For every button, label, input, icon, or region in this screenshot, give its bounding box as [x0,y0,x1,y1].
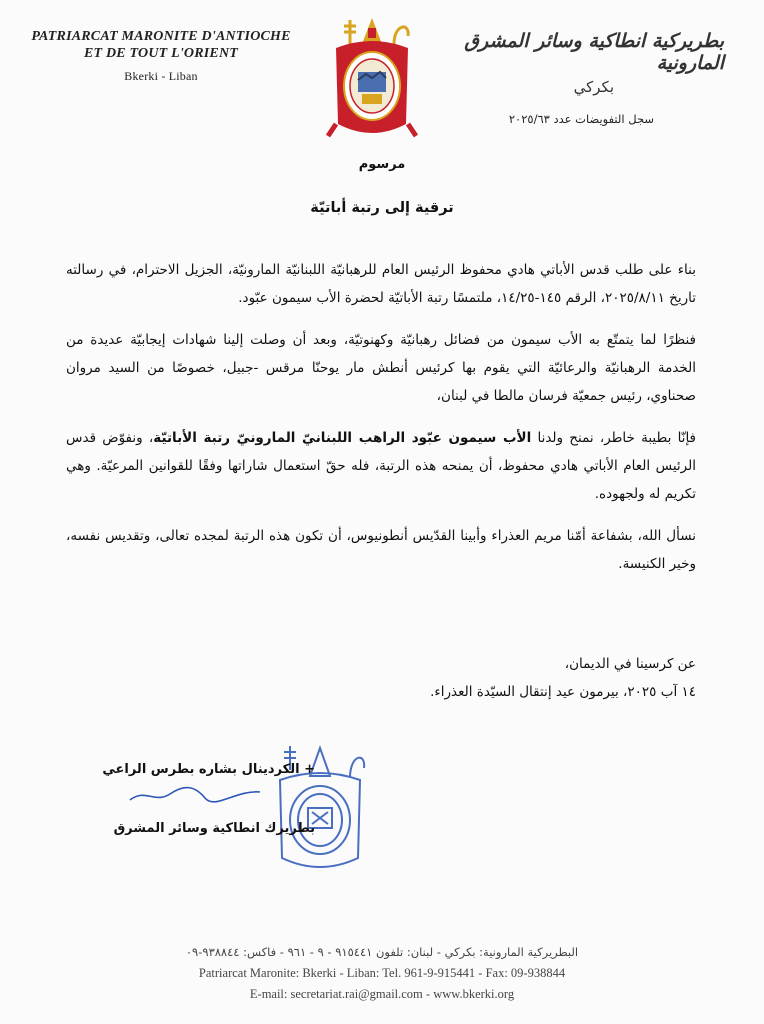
letterhead-french [26,28,296,85]
footer-arabic-contact: البطريركية المارونية: بكركي - لبنان: تلفون ٩١٥٤٤١ - ٩ - ٩٦١ - فاكس: ٩٣٨٨٤٤-٠٩ [185,945,579,959]
closing-block [66,650,696,706]
paragraph-merits: فنظرًا لما يتمتّع به الأب سيمون من فضائل رهبانيّة وكهنوتيّة، وبعد أن وصلت إلينا شهادات إيجابيّة عديدة من الخدمة الرهبانيّة والرعائيّة التي يقوم بها كرئيس أنطش مار يوحنّا مرقس -جبيل، خصوصًا من السيد مروان صحناوي، رئيس جمعيّة فرسان مالطا في لبنان، [66,332,696,404]
register-number: سجل التفويضات عدد ٢٠٢٥/٦٣ [508,112,654,126]
closing-place: عن كرسينا في الديمان، [564,656,696,672]
grant-recipient: الأب سيمون عبّود الراهب اللبنانيّ المارونيّ رتبة الأباتيّة [153,430,532,446]
footer-email-web: E-mail: secretariat.rai@gmail.com - www.bkerki.org [249,987,515,1001]
letterhead-line1: PATRIARCAT MARONITE D'ANTIOCHE [31,29,291,44]
decree-body [66,256,696,592]
decree-title: ترقية إلى رتبة أباتيّة [310,200,454,216]
closing-date: ١٤ آب ٢٠٢٥، بيرمون عيد إنتقال السيّدة العذراء. [430,684,696,700]
letterhead-footer [0,942,764,1005]
letterhead-arabic [424,30,724,96]
letterhead-arabic-city: بكركي [573,78,614,96]
grant-text-end: ، ونفوّض قدس الرئيس العام الأباتي هادي محفوظ، أن يمنحه هذه الرتبة، فله حقّ استعمال شاراتها وفقًا للقوانين المرعيّة. وهي تكريم له ولجهوده. [66,430,696,502]
paragraph-request: بناء على طلب قدس الأباتي هادي محفوظ الرئيس العام للرهبانيّة اللبنانيّة المارونيّة، الجزيل الاحترام، في رسالته تاريخ ٢٠٢٥/٨/١١، الرقم ١٤٥-١٤/٢٥، ملتمسًا رتبة الأباتيّة لحضرة الأب سيمون عبّود. [66,262,696,306]
grant-text-start: فإنّا بطيبة خاطر، نمنح ولدنا [531,430,697,446]
paragraph-prayer: نسأل الله، بشفاعة أمّنا مريم العذراء وأبينا القدّيس أنطونيوس، أن تكون هذه الرتبة لمجده تعالى، وتقديس نفسه، وخير الكنيسة. [66,528,696,572]
signatory-title: بطريرك انطاكية وسائر المشرق [113,821,315,836]
letterhead-city: Bkerki - Liban [124,69,198,83]
letterhead-line2: ET DE TOUT L'ORIENT [83,46,239,61]
footer-contact-line: Patriarcat Maronite: Bkerki - Liban: Tel. 961-9-915441 - Fax: 09-938844 [198,966,566,980]
paragraph-grant [66,424,696,508]
decree-label: مرسوم [358,157,406,172]
patriarchal-coat-of-arms [322,14,422,144]
signatory-name: + الكردينال بشاره بطرس الراعي [102,762,315,777]
letterhead-arabic-title: بطريركية انطاكية وسائر المشرق المارونية [464,30,724,74]
signature-block [95,762,315,836]
